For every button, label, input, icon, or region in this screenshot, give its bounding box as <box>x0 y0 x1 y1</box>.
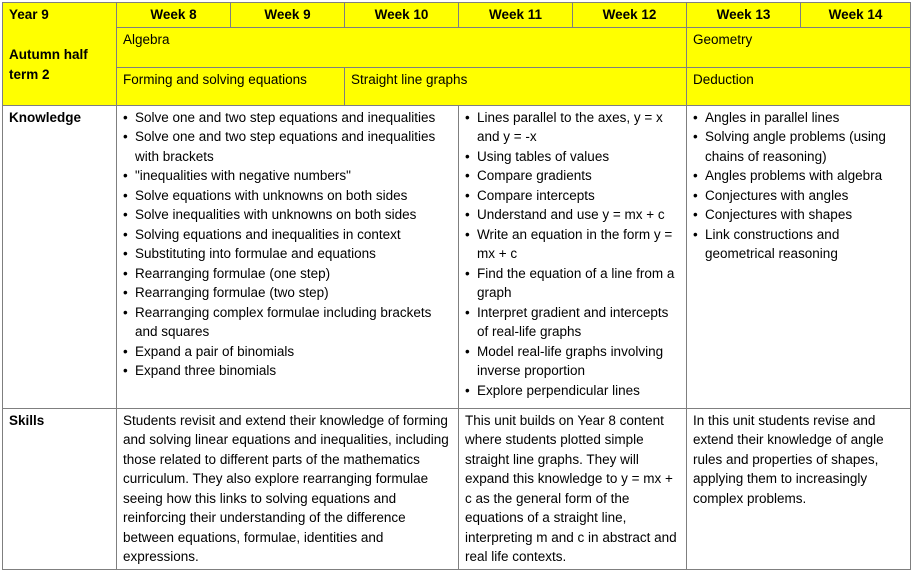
knowledge-item: • Substituting into formulae and equations <box>123 244 452 264</box>
skills-deduction <box>687 408 911 569</box>
unit-straight-line-graphs: Straight line graphs <box>345 67 687 105</box>
knowledge-deduction-list <box>693 108 904 264</box>
knowledge-item: • Model real-life graphs involving inverse proportion <box>465 342 680 381</box>
knowledge-label: Knowledge <box>3 105 117 408</box>
knowledge-item: • Lines parallel to the axes, y = x and y = -x <box>465 108 680 147</box>
knowledge-forming <box>117 105 459 408</box>
term-label: Autumn half term 2 <box>9 47 88 82</box>
knowledge-item: • Solve equations with unknowns on both sides <box>123 186 452 206</box>
knowledge-straight-list <box>465 108 680 401</box>
knowledge-item: • Write an equation in the form y = mx + c <box>465 225 680 264</box>
knowledge-item: • Find the equation of a line from a graph <box>465 264 680 303</box>
knowledge-item: • Explore perpendicular lines <box>465 381 680 401</box>
skills-straight-text: This unit builds on Year 8 content where students plotted simple straight line graphs. They will expand this knowledge to y = mx + c as the general form of the equations of a straight line, interpreting m and c in abstract and real life contexts. <box>465 412 677 564</box>
knowledge-deduction <box>687 105 911 408</box>
knowledge-item: • Solving angle problems (using chains of reasoning) <box>693 127 904 166</box>
knowledge-item: • Rearranging formulae (one step) <box>123 264 452 284</box>
knowledge-item: • Solve one and two step equations and inequalities with brackets <box>123 127 452 166</box>
knowledge-item: • Conjectures with shapes <box>693 205 904 225</box>
week-9-header: Week 9 <box>231 3 345 28</box>
knowledge-item: • "inequalities with negative numbers" <box>123 166 452 186</box>
knowledge-item: • Angles problems with algebra <box>693 166 904 186</box>
year-label: Year 9 <box>9 7 49 22</box>
knowledge-item: • Expand three binomials <box>123 361 452 381</box>
week-13-header: Week 13 <box>687 3 801 28</box>
knowledge-item: • Using tables of values <box>465 147 680 167</box>
strand-geometry: Geometry <box>687 27 911 67</box>
knowledge-forming-list <box>123 108 452 381</box>
knowledge-item: • Rearranging complex formulae including brackets and squares <box>123 303 452 342</box>
knowledge-item: • Solve inequalities with unknowns on both sides <box>123 205 452 225</box>
year-term-cell <box>3 3 117 106</box>
strand-algebra: Algebra <box>117 27 687 67</box>
unit-forming-equations: Forming and solving equations <box>117 67 345 105</box>
knowledge-item: • Angles in parallel lines <box>693 108 904 128</box>
skills-forming-text: Students revisit and extend their knowledge of forming and solving linear equations and inequalities, including those related to different parts of the mathematics curriculum. They also explore rearranging formulae seeing how this links to solving equations and reinforcing their understanding of the difference between equations, formulae, identities and expressions. <box>123 412 449 564</box>
week-8-header: Week 8 <box>117 3 231 28</box>
week-11-header: Week 11 <box>459 3 573 28</box>
knowledge-item: • Solve one and two step equations and inequalities <box>123 108 452 128</box>
knowledge-item: • Rearranging formulae (two step) <box>123 283 452 303</box>
knowledge-straight <box>459 105 687 408</box>
knowledge-item: • Compare gradients <box>465 166 680 186</box>
week-14-header: Week 14 <box>801 3 911 28</box>
curriculum-table <box>2 2 911 570</box>
skills-forming <box>117 408 459 569</box>
knowledge-item: • Understand and use y = mx + c <box>465 205 680 225</box>
knowledge-item: • Conjectures with angles <box>693 186 904 206</box>
week-10-header: Week 10 <box>345 3 459 28</box>
skills-straight <box>459 408 687 569</box>
knowledge-item: • Solving equations and inequalities in context <box>123 225 452 245</box>
knowledge-item: • Expand a pair of binomials <box>123 342 452 362</box>
knowledge-item: • Compare intercepts <box>465 186 680 206</box>
skills-label: Skills <box>3 408 117 569</box>
unit-deduction: Deduction <box>687 67 911 105</box>
week-12-header: Week 12 <box>573 3 687 28</box>
knowledge-item: • Link constructions and geometrical reasoning <box>693 225 904 264</box>
knowledge-item: • Interpret gradient and intercepts of real-life graphs <box>465 303 680 342</box>
skills-deduction-text: In this unit students revise and extend their knowledge of angle rules and properties of shapes, applying them to increasingly complex problems. <box>693 412 884 506</box>
